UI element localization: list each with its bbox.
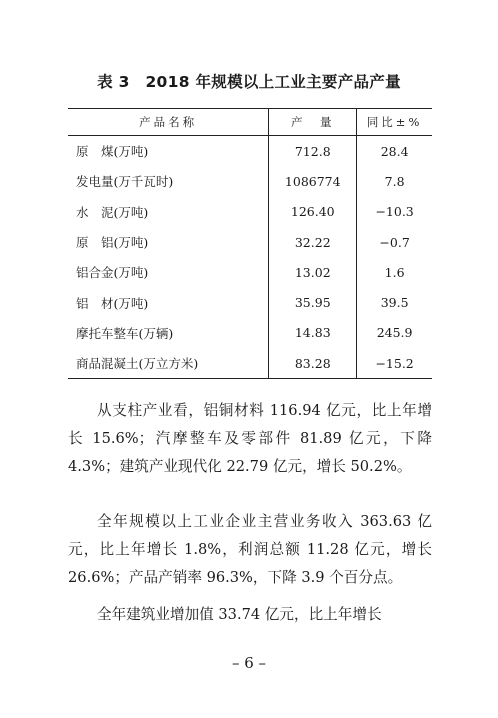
row-yoy: −15.2	[357, 348, 432, 379]
header-yoy: 同比±%	[357, 109, 432, 136]
table-row	[68, 227, 432, 257]
paragraph-pillar-industries: 从支柱产业看，铝铜材料 116.94 亿元，比上年增长 15.6%；汽摩整车及零部件 81.89 亿元，下降 4.3%；建筑产业现代化 22.79 亿元，增长 50.2%。	[68, 402, 432, 476]
row-output: 32.22	[269, 227, 357, 257]
row-yoy: 28.4	[357, 136, 432, 167]
paragraph-construction: 全年建筑业增加值 33.74 亿元，比上年增长	[97, 606, 382, 623]
header-output: 产 量	[269, 109, 357, 136]
row-product-name: 铝合金(万吨)	[76, 265, 149, 281]
row-output: 126.40	[269, 197, 357, 227]
row-yoy: 39.5	[357, 287, 432, 317]
row-yoy: 7.8	[357, 166, 432, 196]
row-output: 14.83	[269, 318, 357, 348]
row-output: 712.8	[269, 136, 357, 167]
row-yoy: 245.9	[357, 318, 432, 348]
table-row	[68, 287, 432, 317]
product-output-table	[68, 108, 432, 379]
row-yoy: 1.6	[357, 257, 432, 287]
row-product-name: 水 泥(万吨)	[76, 204, 149, 220]
paragraph-industrial-revenue: 全年规模以上工业企业主营业务收入 363.63 亿元，比上年增长 1.8%，利润总额 11.28 亿元，增长 26.6%；产品产销率 96.3%，下降 3.9 个百分点。	[68, 513, 432, 587]
row-product-name: 摩托车整车(万辆)	[76, 325, 174, 341]
row-yoy: −10.3	[357, 197, 432, 227]
row-output: 13.02	[269, 257, 357, 287]
table-row	[68, 166, 432, 196]
page-number: – 6 –	[231, 654, 267, 672]
header-product-name: 产品名称	[68, 109, 269, 136]
row-yoy: −0.7	[357, 227, 432, 257]
row-product-name: 原 煤(万吨)	[76, 144, 149, 160]
table-row	[68, 136, 432, 167]
table-row	[68, 257, 432, 287]
table-row	[68, 318, 432, 348]
table-row	[68, 348, 432, 379]
row-product-name: 商品混凝土(万立方米)	[68, 348, 269, 379]
row-output: 35.95	[269, 287, 357, 317]
row-output: 83.28	[269, 348, 357, 379]
table-caption: 表 3 2018 年规模以上工业主要产品产量	[97, 73, 401, 91]
row-product-name: 原 铝(万吨)	[76, 235, 149, 251]
table-row	[68, 197, 432, 227]
table-header-row	[68, 109, 432, 136]
row-product-name: 铝 材(万吨)	[76, 295, 149, 311]
row-output: 1086774	[269, 166, 357, 196]
row-product-name: 发电量(万千瓦时)	[76, 174, 174, 190]
